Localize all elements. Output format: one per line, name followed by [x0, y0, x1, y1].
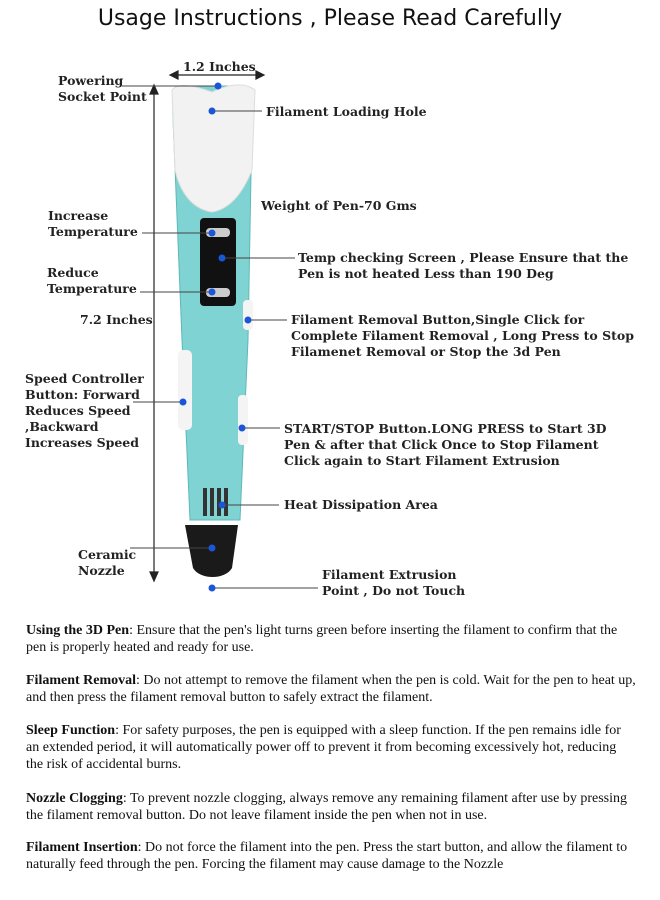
length-label: 7.2 Inches: [80, 312, 153, 327]
filament-removal-button-label: Filament Removal Button,Single Click for Complete Filament Removal , Long Press to Stop Filamenet Removal or Stop the 3d Pen: [291, 312, 634, 359]
instruction-sleep-function: Sleep Function: For safety purposes, the pen is equipped with a sleep function. If the pen remains idle for an extended period, it will automatically power off to prevent it from becoming excessively hot, reducing the risk of accidental burns.: [26, 723, 621, 772]
ceramic-nozzle-label: Ceramic Nozzle: [78, 547, 137, 578]
increase-temperature-label: Increase Temperature: [48, 208, 138, 239]
instruction-nozzle-clogging: Nozzle Clogging: To prevent nozzle clogging, always remove any remaining filament after use by pressing the filament removal button. Do not leave filament inside the pen when not in use.: [26, 791, 627, 823]
weight-label: Weight of Pen-70 Gms: [261, 198, 417, 213]
length-arrow: [150, 85, 158, 581]
instruction-filament-removal: Filament Removal: Do not attempt to remove the filament when the pen is cold. Wait for the pen to heat up, and then press the filament removal button to safely extract the filament.: [26, 673, 636, 705]
width-label: 1.2 Inches: [183, 59, 256, 74]
pen-illustration: [172, 85, 255, 577]
page-title: Usage Instructions , Please Read Carefully: [97, 6, 563, 31]
temp-screen-label: Temp checking Screen , Please Ensure that the Pen is not heated Less than 190 Deg: [298, 250, 629, 281]
start-stop-label: START/STOP Button.LONG PRESS to Start 3D Pen & after that Click Once to Stop Filament Click again to Start Filament Extrusion: [284, 421, 607, 468]
reduce-temperature-label: Reduce Temperature: [47, 265, 137, 296]
speed-controller-label: Speed Controller Button: Forward Reduces Speed ,Backward Increases Speed: [25, 371, 144, 450]
filament-extrusion-label: Filament Extrusion Point , Do not Touch: [322, 567, 466, 598]
instruction-using-pen: Using the 3D Pen: Ensure that the pen's light turns green before inserting the filament to confirm that the pen is properly heated and ready for use.: [26, 623, 618, 655]
filament-loading-hole-label: Filament Loading Hole: [266, 104, 427, 119]
heat-dissipation-label: Heat Dissipation Area: [284, 497, 438, 512]
powering-socket-label: Powering Socket Point: [58, 73, 147, 104]
instruction-filament-insertion: Filament Insertion: Do not force the filament into the pen. Press the start button, and allow the filament to naturally feed through the pen. Forcing the filament may cause damage to the Nozzle: [26, 840, 628, 872]
